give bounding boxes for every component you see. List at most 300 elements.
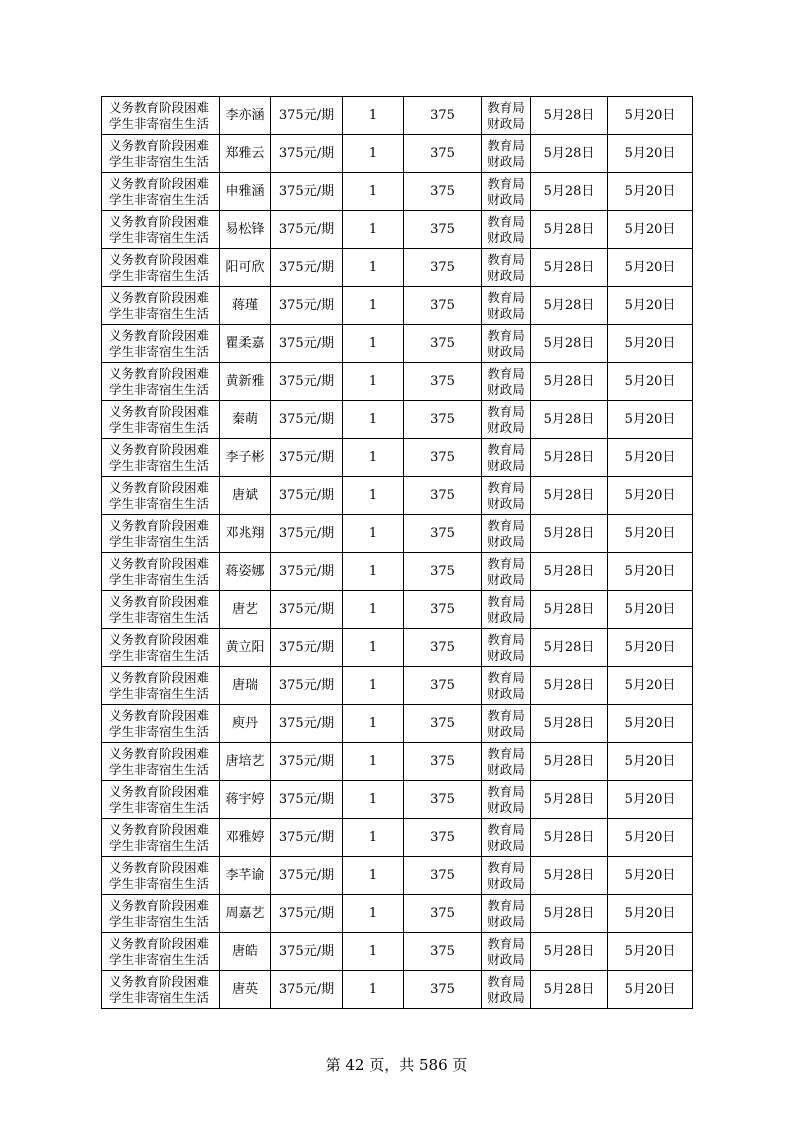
subsidy-item-cell-line2: 学生非寄宿生生活 (109, 267, 210, 283)
department-cell-line2: 财政局 (487, 837, 525, 853)
subsidy-item-cell (102, 287, 220, 325)
count-cell: 1 (343, 211, 404, 249)
subsidy-item-cell-line2: 学生非寄宿生生活 (109, 381, 210, 397)
date-cell-2: 5月20日 (608, 325, 693, 363)
date-cell-1: 5月28日 (531, 971, 608, 1009)
standard-cell: 375元/期 (271, 933, 343, 971)
department-cell-line1: 教育局 (487, 632, 525, 647)
date-cell-1: 5月28日 (531, 933, 608, 971)
amount-cell: 375 (404, 401, 482, 439)
date-cell-2: 5月20日 (608, 667, 693, 705)
count-cell: 1 (343, 363, 404, 401)
table-row (102, 591, 693, 629)
date-cell-2: 5月20日 (608, 249, 693, 287)
table-row (102, 477, 693, 515)
date-cell-1: 5月28日 (531, 895, 608, 933)
subsidy-item-cell-line2: 学生非寄宿生生活 (109, 305, 210, 321)
department-cell (482, 515, 531, 553)
student-name-cell: 周嘉艺 (220, 895, 271, 933)
amount-cell: 375 (404, 819, 482, 857)
date-cell-1: 5月28日 (531, 325, 608, 363)
date-cell-2: 5月20日 (608, 819, 693, 857)
standard-cell: 375元/期 (271, 705, 343, 743)
subsidy-item-cell-line1: 义务教育阶段困难 (109, 290, 210, 305)
date-cell-2: 5月20日 (608, 933, 693, 971)
subsidy-item-cell-line2: 学生非寄宿生生活 (109, 495, 210, 511)
subsidy-item-cell (102, 173, 220, 211)
subsidy-item-cell (102, 515, 220, 553)
amount-cell: 375 (404, 857, 482, 895)
subsidy-item-cell-line1: 义务教育阶段困难 (109, 138, 210, 153)
subsidy-item-cell (102, 325, 220, 363)
department-cell-line2: 财政局 (487, 267, 525, 283)
department-cell (482, 591, 531, 629)
amount-cell: 375 (404, 705, 482, 743)
department-cell-line2: 财政局 (487, 799, 525, 815)
table-row (102, 705, 693, 743)
date-cell-1: 5月28日 (531, 211, 608, 249)
department-cell-line1: 教育局 (487, 898, 525, 913)
student-name-cell: 秦萌 (220, 401, 271, 439)
student-name-cell: 庾丹 (220, 705, 271, 743)
subsidy-item-cell (102, 819, 220, 857)
subsidy-item-cell-line1: 义务教育阶段困难 (109, 100, 210, 115)
date-cell-2: 5月20日 (608, 363, 693, 401)
student-name-cell: 唐斌 (220, 477, 271, 515)
subsidy-item-cell-line2: 学生非寄宿生生活 (109, 647, 210, 663)
subsidy-item-cell-line2: 学生非寄宿生生活 (109, 761, 210, 777)
department-cell-line1: 教育局 (487, 860, 525, 875)
department-cell-line2: 财政局 (487, 305, 525, 321)
student-name-cell: 蒋瑾 (220, 287, 271, 325)
count-cell: 1 (343, 857, 404, 895)
date-cell-2: 5月20日 (608, 857, 693, 895)
date-cell-2: 5月20日 (608, 591, 693, 629)
subsidy-item-cell-line1: 义务教育阶段困难 (109, 898, 210, 913)
date-cell-2: 5月20日 (608, 97, 693, 135)
subsidy-item-cell-line2: 学生非寄宿生生活 (109, 419, 210, 435)
student-name-cell: 黄新雅 (220, 363, 271, 401)
table-row (102, 515, 693, 553)
subsidy-table-container (101, 96, 692, 1009)
standard-cell: 375元/期 (271, 135, 343, 173)
department-cell-line1: 教育局 (487, 176, 525, 191)
subsidy-item-cell-line1: 义务教育阶段困难 (109, 404, 210, 419)
department-cell-line1: 教育局 (487, 936, 525, 951)
department-cell-line2: 财政局 (487, 875, 525, 891)
department-cell (482, 363, 531, 401)
subsidy-item-cell-line1: 义务教育阶段困难 (109, 708, 210, 723)
standard-cell: 375元/期 (271, 439, 343, 477)
count-cell: 1 (343, 743, 404, 781)
amount-cell: 375 (404, 591, 482, 629)
date-cell-2: 5月20日 (608, 401, 693, 439)
department-cell (482, 553, 531, 591)
date-cell-2: 5月20日 (608, 173, 693, 211)
department-cell-line1: 教育局 (487, 556, 525, 571)
date-cell-1: 5月28日 (531, 363, 608, 401)
department-cell (482, 439, 531, 477)
subsidy-item-cell-line1: 义务教育阶段困难 (109, 974, 210, 989)
subsidy-item-cell-line2: 学生非寄宿生生活 (109, 115, 210, 131)
department-cell-line1: 教育局 (487, 214, 525, 229)
date-cell-2: 5月20日 (608, 553, 693, 591)
department-cell-line2: 财政局 (487, 419, 525, 435)
department-cell-line1: 教育局 (487, 290, 525, 305)
subsidy-item-cell-line1: 义务教育阶段困难 (109, 632, 210, 647)
department-cell (482, 781, 531, 819)
subsidy-item-cell (102, 363, 220, 401)
subsidy-item-cell-line2: 学生非寄宿生生活 (109, 153, 210, 169)
count-cell: 1 (343, 667, 404, 705)
table-row (102, 363, 693, 401)
standard-cell: 375元/期 (271, 325, 343, 363)
date-cell-2: 5月20日 (608, 287, 693, 325)
date-cell-1: 5月28日 (531, 553, 608, 591)
subsidy-item-cell (102, 705, 220, 743)
department-cell-line1: 教育局 (487, 404, 525, 419)
page-number-footer: 第 42 页，共 586 页 (325, 1056, 468, 1074)
count-cell: 1 (343, 439, 404, 477)
subsidy-item-cell-line2: 学生非寄宿生生活 (109, 191, 210, 207)
standard-cell: 375元/期 (271, 591, 343, 629)
department-cell-line1: 教育局 (487, 366, 525, 381)
subsidy-item-cell-line2: 学生非寄宿生生活 (109, 913, 210, 929)
table-row (102, 667, 693, 705)
student-name-cell: 蒋宇婷 (220, 781, 271, 819)
standard-cell: 375元/期 (271, 173, 343, 211)
subsidy-item-cell-line2: 学生非寄宿生生活 (109, 457, 210, 473)
amount-cell: 375 (404, 211, 482, 249)
department-cell-line2: 财政局 (487, 153, 525, 169)
date-cell-2: 5月20日 (608, 971, 693, 1009)
subsidy-item-cell (102, 971, 220, 1009)
table-row (102, 781, 693, 819)
subsidy-item-cell-line1: 义务教育阶段困难 (109, 176, 210, 191)
department-cell (482, 135, 531, 173)
department-cell-line1: 教育局 (487, 784, 525, 799)
amount-cell: 375 (404, 439, 482, 477)
standard-cell: 375元/期 (271, 629, 343, 667)
department-cell (482, 895, 531, 933)
count-cell: 1 (343, 97, 404, 135)
date-cell-1: 5月28日 (531, 477, 608, 515)
subsidy-item-cell-line1: 义务教育阶段困难 (109, 328, 210, 343)
subsidy-item-cell (102, 439, 220, 477)
table-row (102, 553, 693, 591)
table-row (102, 211, 693, 249)
table-row (102, 819, 693, 857)
table-row (102, 249, 693, 287)
department-cell-line2: 财政局 (487, 191, 525, 207)
count-cell: 1 (343, 933, 404, 971)
department-cell-line2: 财政局 (487, 115, 525, 131)
subsidy-item-cell (102, 135, 220, 173)
subsidy-item-cell (102, 477, 220, 515)
count-cell: 1 (343, 971, 404, 1009)
count-cell: 1 (343, 819, 404, 857)
department-cell (482, 629, 531, 667)
table-row (102, 743, 693, 781)
standard-cell: 375元/期 (271, 743, 343, 781)
subsidy-item-cell (102, 857, 220, 895)
standard-cell: 375元/期 (271, 211, 343, 249)
date-cell-1: 5月28日 (531, 667, 608, 705)
amount-cell: 375 (404, 287, 482, 325)
standard-cell: 375元/期 (271, 553, 343, 591)
standard-cell: 375元/期 (271, 667, 343, 705)
subsidy-item-cell (102, 895, 220, 933)
department-cell (482, 401, 531, 439)
department-cell (482, 667, 531, 705)
amount-cell: 375 (404, 781, 482, 819)
date-cell-2: 5月20日 (608, 743, 693, 781)
department-cell-line2: 财政局 (487, 647, 525, 663)
department-cell-line2: 财政局 (487, 913, 525, 929)
table-row (102, 97, 693, 135)
department-cell-line2: 财政局 (487, 951, 525, 967)
count-cell: 1 (343, 135, 404, 173)
date-cell-2: 5月20日 (608, 895, 693, 933)
date-cell-1: 5月28日 (531, 743, 608, 781)
table-body (102, 97, 693, 1009)
department-cell-line1: 教育局 (487, 594, 525, 609)
subsidy-item-cell-line1: 义务教育阶段困难 (109, 214, 210, 229)
amount-cell: 375 (404, 933, 482, 971)
student-name-cell: 申雅涵 (220, 173, 271, 211)
standard-cell: 375元/期 (271, 97, 343, 135)
count-cell: 1 (343, 325, 404, 363)
subsidy-item-cell (102, 591, 220, 629)
subsidy-item-cell (102, 97, 220, 135)
amount-cell: 375 (404, 515, 482, 553)
department-cell (482, 971, 531, 1009)
standard-cell: 375元/期 (271, 287, 343, 325)
count-cell: 1 (343, 287, 404, 325)
department-cell-line2: 财政局 (487, 381, 525, 397)
department-cell-line1: 教育局 (487, 100, 525, 115)
department-cell-line1: 教育局 (487, 822, 525, 837)
subsidy-item-cell-line2: 学生非寄宿生生活 (109, 609, 210, 625)
date-cell-1: 5月28日 (531, 857, 608, 895)
subsidy-item-cell-line1: 义务教育阶段困难 (109, 936, 210, 951)
department-cell-line2: 财政局 (487, 723, 525, 739)
subsidy-item-cell-line1: 义务教育阶段困难 (109, 480, 210, 495)
subsidy-item-cell (102, 933, 220, 971)
amount-cell: 375 (404, 971, 482, 1009)
standard-cell: 375元/期 (271, 249, 343, 287)
table-row (102, 933, 693, 971)
student-name-cell: 李亦涵 (220, 97, 271, 135)
student-name-cell: 唐皓 (220, 933, 271, 971)
department-cell-line1: 教育局 (487, 138, 525, 153)
date-cell-2: 5月20日 (608, 629, 693, 667)
student-name-cell: 唐瑞 (220, 667, 271, 705)
subsidy-item-cell-line1: 义务教育阶段困难 (109, 442, 210, 457)
student-name-cell: 蒋姿娜 (220, 553, 271, 591)
subsidy-item-cell-line1: 义务教育阶段困难 (109, 784, 210, 799)
department-cell (482, 933, 531, 971)
department-cell-line2: 财政局 (487, 609, 525, 625)
date-cell-2: 5月20日 (608, 439, 693, 477)
date-cell-1: 5月28日 (531, 515, 608, 553)
department-cell (482, 743, 531, 781)
amount-cell: 375 (404, 743, 482, 781)
subsidy-item-cell-line1: 义务教育阶段困难 (109, 860, 210, 875)
student-name-cell: 唐英 (220, 971, 271, 1009)
department-cell-line2: 财政局 (487, 989, 525, 1005)
date-cell-2: 5月20日 (608, 211, 693, 249)
department-cell-line1: 教育局 (487, 708, 525, 723)
department-cell-line2: 财政局 (487, 343, 525, 359)
student-name-cell: 李芊谕 (220, 857, 271, 895)
subsidy-item-cell-line2: 学生非寄宿生生活 (109, 951, 210, 967)
count-cell: 1 (343, 705, 404, 743)
subsidy-item-cell-line1: 义务教育阶段困难 (109, 670, 210, 685)
amount-cell: 375 (404, 249, 482, 287)
subsidy-item-cell-line1: 义务教育阶段困难 (109, 746, 210, 761)
table-row (102, 401, 693, 439)
department-cell-line1: 教育局 (487, 480, 525, 495)
department-cell (482, 249, 531, 287)
count-cell: 1 (343, 629, 404, 667)
department-cell-line2: 财政局 (487, 571, 525, 587)
standard-cell: 375元/期 (271, 515, 343, 553)
subsidy-item-cell-line2: 学生非寄宿生生活 (109, 989, 210, 1005)
amount-cell: 375 (404, 135, 482, 173)
department-cell (482, 287, 531, 325)
subsidy-item-cell-line1: 义务教育阶段困难 (109, 556, 210, 571)
department-cell (482, 819, 531, 857)
amount-cell: 375 (404, 667, 482, 705)
count-cell: 1 (343, 249, 404, 287)
standard-cell: 375元/期 (271, 363, 343, 401)
count-cell: 1 (343, 895, 404, 933)
subsidy-item-cell (102, 211, 220, 249)
student-name-cell: 黄立阳 (220, 629, 271, 667)
department-cell (482, 173, 531, 211)
date-cell-1: 5月28日 (531, 135, 608, 173)
subsidy-item-cell-line2: 学生非寄宿生生活 (109, 799, 210, 815)
date-cell-1: 5月28日 (531, 97, 608, 135)
department-cell-line1: 教育局 (487, 328, 525, 343)
subsidy-item-cell (102, 667, 220, 705)
standard-cell: 375元/期 (271, 781, 343, 819)
amount-cell: 375 (404, 173, 482, 211)
date-cell-2: 5月20日 (608, 477, 693, 515)
subsidy-item-cell (102, 553, 220, 591)
subsidy-item-cell-line2: 学生非寄宿生生活 (109, 837, 210, 853)
count-cell: 1 (343, 477, 404, 515)
table-row (102, 857, 693, 895)
date-cell-2: 5月20日 (608, 781, 693, 819)
student-name-cell: 瞿柔嘉 (220, 325, 271, 363)
date-cell-2: 5月20日 (608, 135, 693, 173)
student-name-cell: 邓兆翔 (220, 515, 271, 553)
department-cell (482, 211, 531, 249)
date-cell-1: 5月28日 (531, 439, 608, 477)
count-cell: 1 (343, 173, 404, 211)
table-row (102, 895, 693, 933)
amount-cell: 375 (404, 553, 482, 591)
count-cell: 1 (343, 553, 404, 591)
department-cell-line1: 教育局 (487, 974, 525, 989)
count-cell: 1 (343, 781, 404, 819)
department-cell-line2: 财政局 (487, 761, 525, 777)
date-cell-1: 5月28日 (531, 287, 608, 325)
date-cell-1: 5月28日 (531, 705, 608, 743)
department-cell (482, 325, 531, 363)
date-cell-2: 5月20日 (608, 515, 693, 553)
department-cell (482, 857, 531, 895)
subsidy-item-cell-line1: 义务教育阶段困难 (109, 518, 210, 533)
standard-cell: 375元/期 (271, 971, 343, 1009)
department-cell-line1: 教育局 (487, 442, 525, 457)
student-name-cell: 邓雅婷 (220, 819, 271, 857)
student-name-cell: 郑雅云 (220, 135, 271, 173)
department-cell-line1: 教育局 (487, 670, 525, 685)
department-cell-line1: 教育局 (487, 252, 525, 267)
amount-cell: 375 (404, 477, 482, 515)
department-cell-line2: 财政局 (487, 229, 525, 245)
table-row (102, 629, 693, 667)
table-row (102, 287, 693, 325)
department-cell-line2: 财政局 (487, 457, 525, 473)
department-cell (482, 705, 531, 743)
table-row (102, 971, 693, 1009)
standard-cell: 375元/期 (271, 401, 343, 439)
subsidy-item-cell-line2: 学生非寄宿生生活 (109, 685, 210, 701)
subsidy-item-cell-line1: 义务教育阶段困难 (109, 366, 210, 381)
subsidy-item-cell-line2: 学生非寄宿生生活 (109, 343, 210, 359)
subsidy-item-cell (102, 781, 220, 819)
table-row (102, 135, 693, 173)
amount-cell: 375 (404, 325, 482, 363)
subsidy-item-cell (102, 629, 220, 667)
count-cell: 1 (343, 401, 404, 439)
date-cell-1: 5月28日 (531, 401, 608, 439)
subsidy-table (101, 96, 693, 1009)
count-cell: 1 (343, 515, 404, 553)
subsidy-item-cell (102, 743, 220, 781)
table-row (102, 173, 693, 211)
date-cell-1: 5月28日 (531, 629, 608, 667)
date-cell-1: 5月28日 (531, 819, 608, 857)
subsidy-item-cell-line2: 学生非寄宿生生活 (109, 533, 210, 549)
standard-cell: 375元/期 (271, 819, 343, 857)
amount-cell: 375 (404, 895, 482, 933)
subsidy-item-cell (102, 249, 220, 287)
department-cell (482, 477, 531, 515)
date-cell-2: 5月20日 (608, 705, 693, 743)
subsidy-item-cell-line2: 学生非寄宿生生活 (109, 723, 210, 739)
subsidy-item-cell-line2: 学生非寄宿生生活 (109, 875, 210, 891)
department-cell-line2: 财政局 (487, 495, 525, 511)
student-name-cell: 唐艺 (220, 591, 271, 629)
student-name-cell: 易松锋 (220, 211, 271, 249)
subsidy-item-cell-line1: 义务教育阶段困难 (109, 594, 210, 609)
subsidy-item-cell-line2: 学生非寄宿生生活 (109, 571, 210, 587)
subsidy-item-cell-line1: 义务教育阶段困难 (109, 252, 210, 267)
amount-cell: 375 (404, 363, 482, 401)
student-name-cell: 李子彬 (220, 439, 271, 477)
table-row (102, 439, 693, 477)
subsidy-item-cell-line1: 义务教育阶段困难 (109, 822, 210, 837)
date-cell-1: 5月28日 (531, 591, 608, 629)
amount-cell: 375 (404, 97, 482, 135)
date-cell-1: 5月28日 (531, 781, 608, 819)
table-row (102, 325, 693, 363)
